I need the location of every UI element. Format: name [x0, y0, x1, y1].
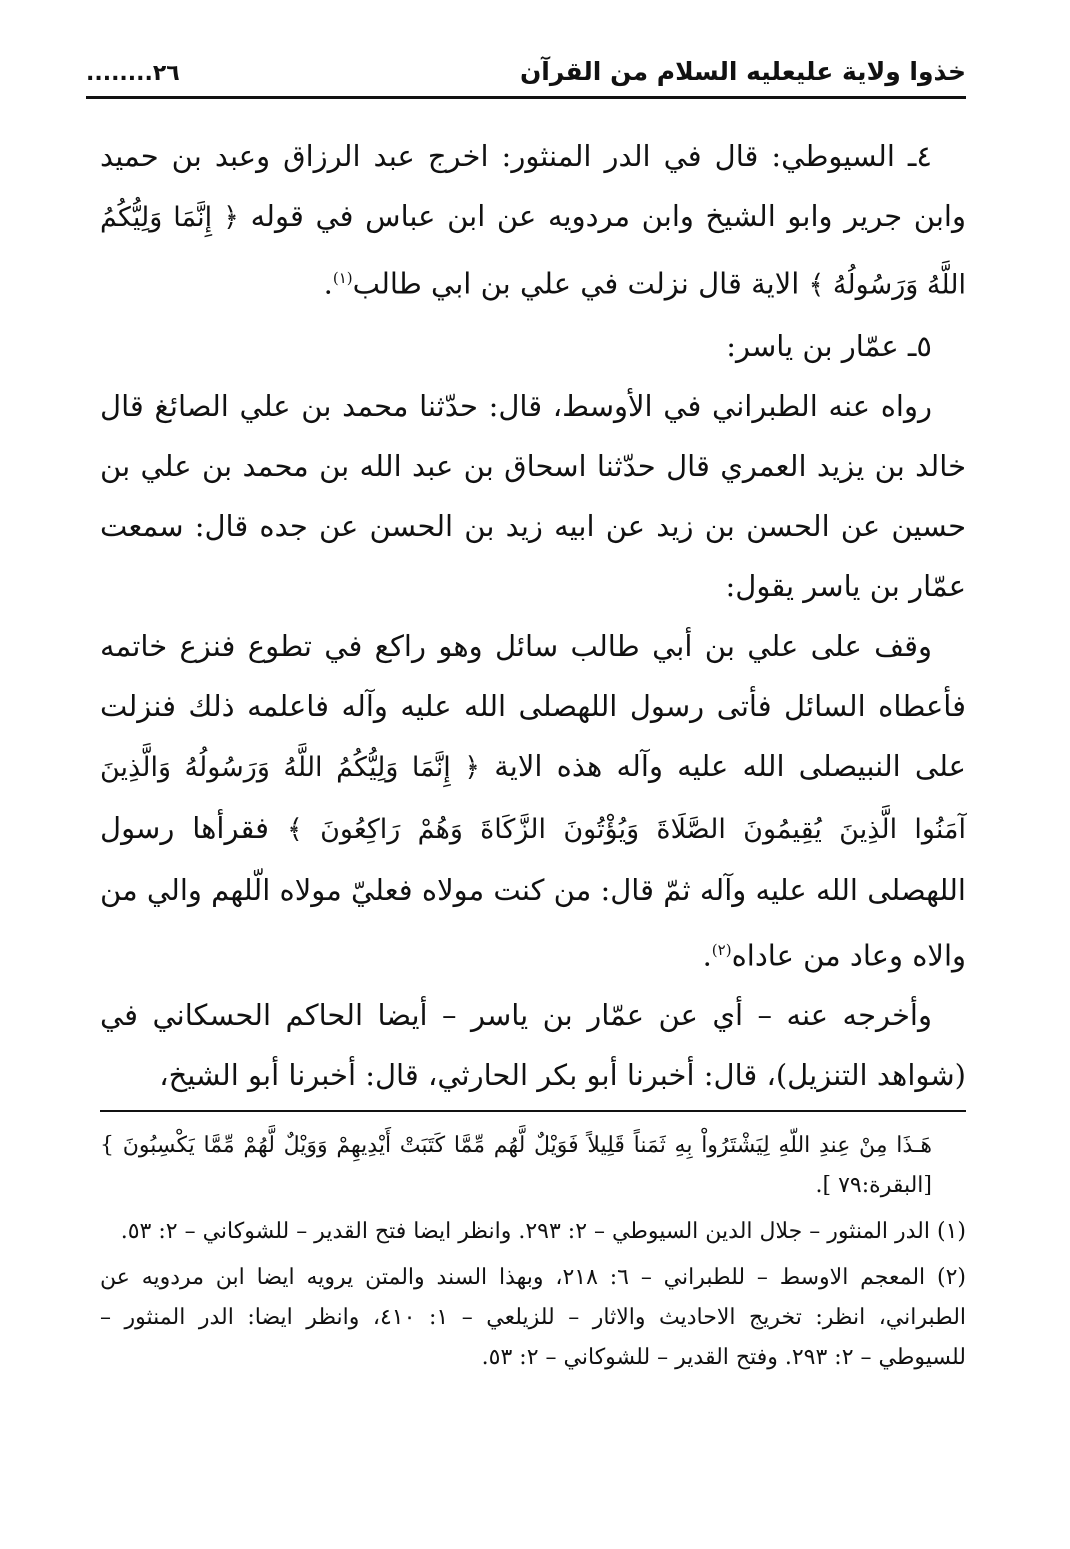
paragraph-narration	[100, 616, 966, 986]
footnote-2: (٢) المعجم الاوسط – للطبراني – ٦: ٢١٨، وبهذا السند والمتن يرويه ايضا ابن مردويه عن الطبراني، انظر: تخريج الاحاديث والاثار – للزيلعي – ١: ٤١٠، وانظر ايضا: الدر المنثور – للسيوطي – ٢: ٢٩٣. وفتح القدير – للشوكاني – ٢: ٥٣.	[100, 1265, 967, 1370]
footnote-ref[interactable]: (١)	[332, 269, 353, 287]
page-number: ٢٦........	[86, 61, 180, 86]
paragraph-tabarani: رواه عنه الطبراني في الأوسط، قال: حدّثنا محمد بن علي الصائغ قال خالد بن يزيد العمري قال حدّثنا اسحاق بن عبد الله بن محمد بن علي بن حسين عن الحسن بن زيد عن ابيه زيد بن الحسن عن جده قال: سمعت عمّار بن ياسر يقول:	[100, 388, 966, 603]
paragraph-text: ٤ـ السيوطي: قال في الدر المنثور: اخرج عبد الرزاق وعبد بن حميد وابن جرير وابو الشيخ وابن مردويه عن ابن عباس في قوله	[100, 139, 966, 233]
paragraph-text: الاية قال نزلت في علي بن ابي طالب	[352, 266, 809, 301]
footnote-continuation: هَـذَا مِنْ عِندِ اللّهِ لِيَشْتَرُواْ بِهِ ثَمَناً قَلِيلاً فَوَيْلٌ لَّهُم مِّمَّا كَتَبَتْ أَيْدِيهِمْ وَوَيْلٌ لَّهُمْ مِّمَّا يَكْسِبُونَ }[البقرة:٧٩ ].	[100, 1133, 932, 1198]
footnote-divider	[100, 1110, 966, 1112]
footnote-1: (١) الدر المنثور – جلال الدين السيوطي – ٢: ٢٩٣. وانظر ايضا فتح القدير – للشوكاني – ٢: ٥٣.	[120, 1219, 966, 1244]
quran-verse: ﴿ إِنَّمَا وَلِيُّكُمُ اللَّهُ وَرَسُولُهُ وَالَّذِينَ آمَنُوا الَّذِينَ يُقِيمُونَ الصَّلَاةَ وَيُؤْتُونَ الزَّكَاةَ وَهُمْ رَاكِعُونَ ﴾	[100, 751, 966, 845]
paragraph-end: .	[702, 938, 712, 973]
paragraph-haskani: وأخرجه عنه – أي عن عمّار بن ياسر – أيضا الحاكم الحسكاني في (شواهد التنزيل)، قال: أخبرنا أبو بكر الحارثي، قال: أخبرنا أبو الشيخ،	[100, 998, 966, 1093]
footnotes	[100, 1126, 966, 1384]
paragraph-end: .	[323, 266, 333, 301]
header-title: خذوا ولاية عليعليه السلام من القرآن	[519, 57, 966, 86]
quran-verse: ﴿ إِنَّمَا وَلِيُّكُمُ اللَّهُ وَرَسُولُهُ ﴾	[100, 202, 966, 301]
paragraph-suyuti	[100, 126, 966, 316]
paragraph-text: وقف على علي بن أبي طالب سائل وهو راكع في تطوع فنزع خاتمه فأعطاه السائل فأتى رسول اللهصلى الله عليه وآله فاعلمه ذلك فنزلت على النبيصلى الله عليه وآله هذه الاية	[100, 628, 966, 783]
main-text	[100, 126, 966, 1105]
section-heading-ammar: ٥ـ عمّار بن ياسر:	[726, 328, 932, 363]
paragraph-text: فقرأها رسول اللهصلى الله عليه وآله ثمّ قال: من كنت مولاه فعليّ مولاه الّلهم والي من والاه وعاد من عاداه	[100, 810, 966, 973]
footnote-ref[interactable]: (٢)	[711, 940, 732, 959]
running-header	[86, 48, 966, 99]
